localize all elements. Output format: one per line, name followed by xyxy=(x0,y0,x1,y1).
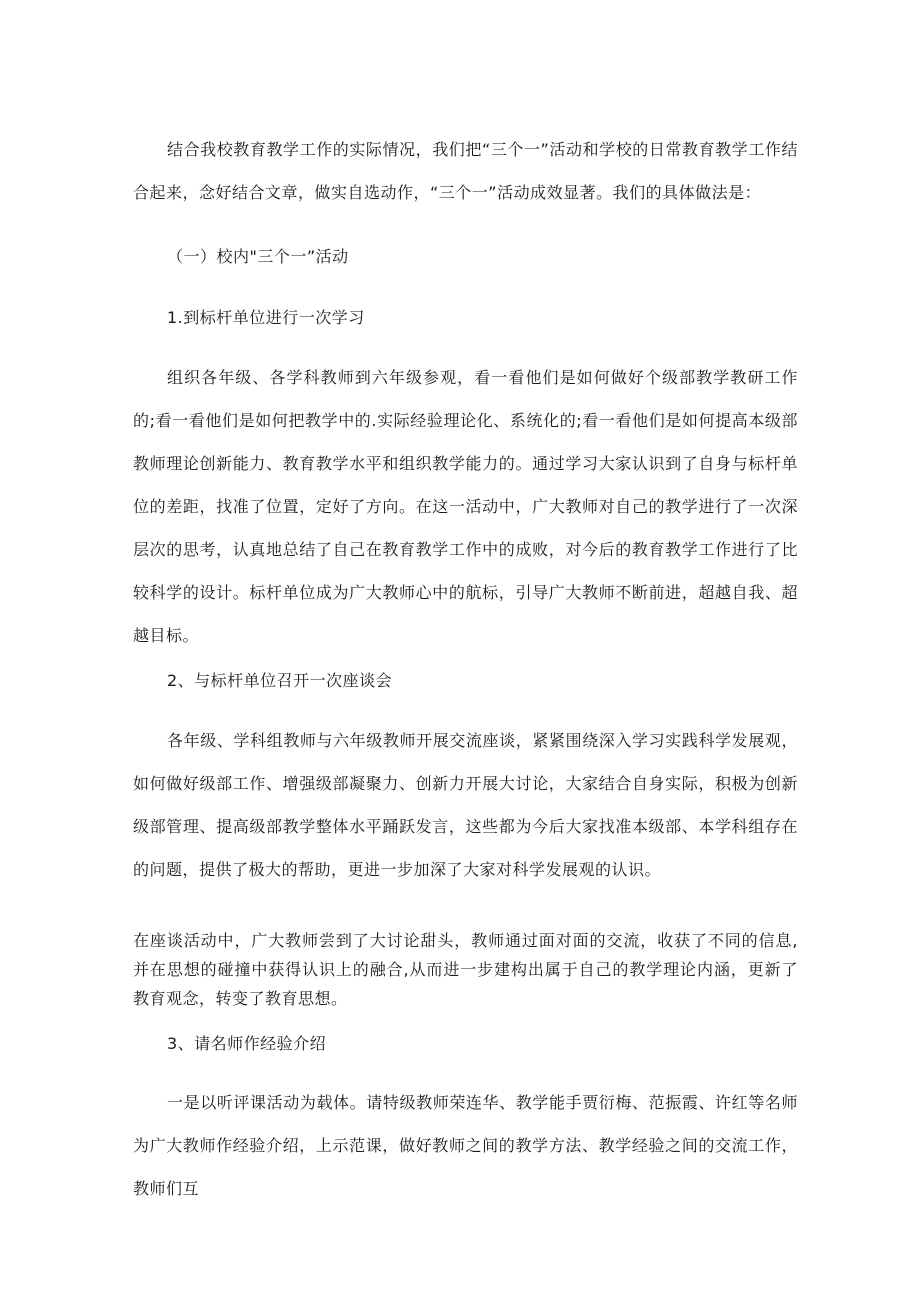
subheading-1: 1.到标杆单位进行一次学习 xyxy=(167,308,365,327)
subheading-2: 2、与标杆单位召开一次座谈会 xyxy=(167,671,393,690)
paragraph-intro: 结合我校教育教学工作的实际情况，我们把“三个一”活动和学校的日常教育教学工作结合起来，念好结合文章，做实自选动作，“三个一”活动成效显著。我们的具体做法是： xyxy=(133,140,798,202)
paragraph-masters: 一是以听评课活动为载体。请特级教师荣连华、教学能手贾衍梅、范振霞、许红等名师为广大教师作经验介绍，上示范课，做好教师之间的教学方法、教学经验之间的交流工作，教师们互 xyxy=(133,1093,798,1198)
paragraph-forum-result: 在座谈活动中，广大教师尝到了大讨论甜头，教师通过面对面的交流，收获了不同的信息,并在思想的碰撞中获得认识上的融合,从而进一步建构出属于自己的教学理论内涵，更新了教育观念，转变了教育思想。 xyxy=(133,931,798,1008)
paragraph-study: 组织各年级、各学科教师到六年级参观，看一看他们是如何做好个级部教学教研工作的;看一看他们是如何把教学中的.实际经验理论化、系统化的;看一看他们是如何提高本级部教师理论创新能力、教育教学水平和组织教学能力的。通过学习大家认识到了自身与标杆单位的差距，找准了位置，定好了方向。在这一活动中，广大教师对自己的教学进行了一次深层次的思考，认真地总结了自己在教育教学工作中的成败，对今后的教育教学工作进行了比较科学的设计。标杆单位成为广大教师心中的航标，引导广大教师不断前进，超越自我、超越目标。 xyxy=(133,368,798,645)
subheading-3: 3、请名师作经验介绍 xyxy=(167,1034,327,1053)
paragraph-forum: 各年级、学科组教师与六年级教师开展交流座谈，紧紧围绕深入学习实践科学发展观，如何做好级部工作、增强级部凝聚力、创新力开展大讨论，大家结合自身实际，积极为创新级部管理、提高级部教学整体水平踊跃发言，这些都为今后大家找准本级部、本学科组存在的问题，提供了极大的帮助，更进一步加深了大家对科学发展观的认识。 xyxy=(133,731,798,879)
section-heading-1: （一）校内"三个一”活动 xyxy=(167,247,349,266)
